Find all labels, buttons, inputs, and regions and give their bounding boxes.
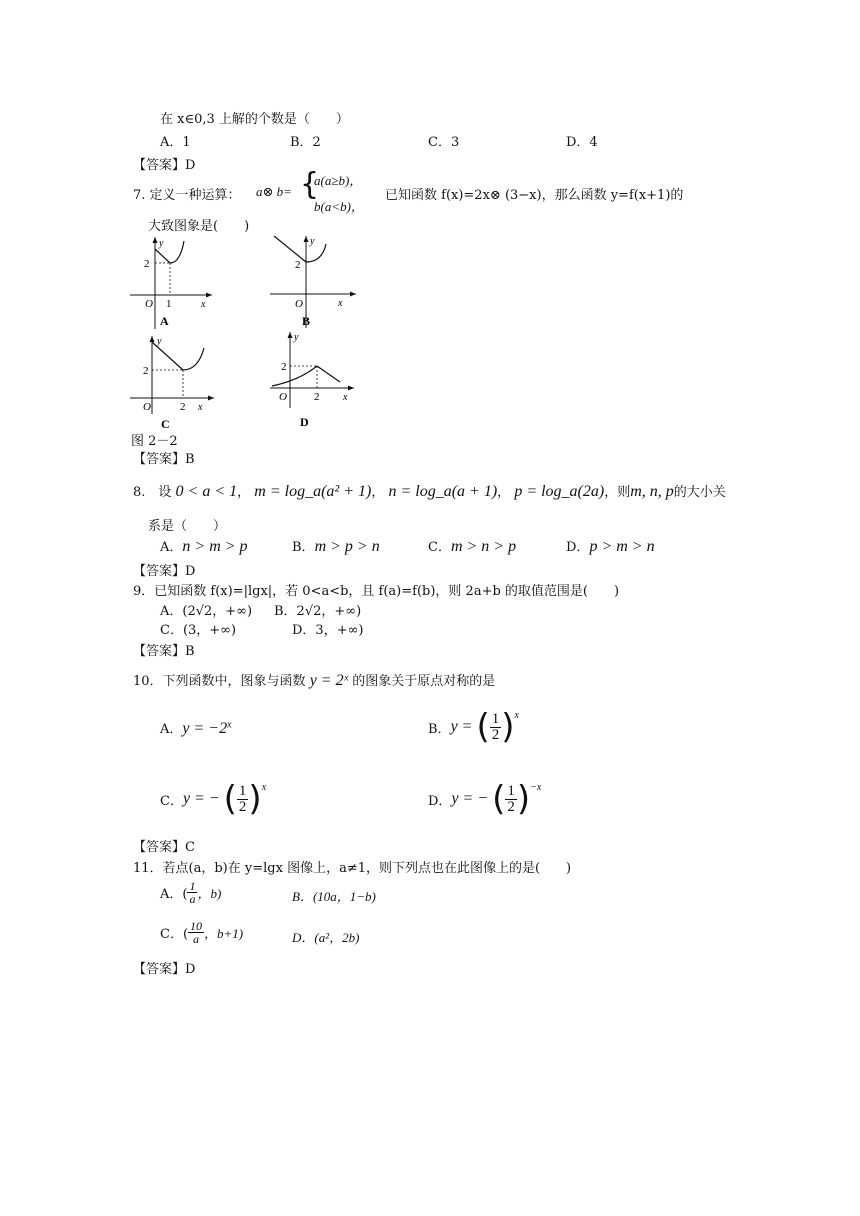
q9-option-c: C．(3，+∞) <box>160 623 237 638</box>
q7-brace: { <box>300 167 320 202</box>
q6-option-b: B．2 <box>290 135 321 150</box>
q7-stem: 已知函数 f(x)=2x⊗ (3−x)，那么函数 y=f(x+1)的 <box>385 188 684 203</box>
graph-c-xtick: 2 <box>180 401 186 413</box>
graph-c-origin: O <box>143 401 151 413</box>
q8-p-def: p = log_a(2a) <box>514 483 605 500</box>
q9-option-a: A．(2√2，+∞) <box>160 604 253 619</box>
graph-d <box>266 330 361 430</box>
graph-d-ylabel: y <box>294 332 299 343</box>
graph-c-label: C <box>161 417 170 431</box>
q10-option-b: B． y = ( $\frac{1}{2}$ ) $^x$ <box>428 707 519 747</box>
q8-answer: 【答案】D <box>133 564 196 579</box>
q8-suffix2: 的大小关 <box>673 485 726 500</box>
q9-option-b: B．2√2，+∞) <box>274 604 362 619</box>
q8-option-a: A．n > m > p <box>160 538 248 555</box>
q11-option-d: D．(a²，2b) <box>292 930 360 945</box>
graph-a-xlabel: x <box>201 299 206 310</box>
q7-case2: b(a<b)， <box>314 199 364 214</box>
q10-stem: 10．下列函数中，图象与函数 y = 2ˣ 的图象关于原点对称的是 <box>133 672 496 689</box>
graph-b-ytick: 2 <box>295 259 301 271</box>
q7-answer: 【答案】B <box>133 452 195 467</box>
q7-number: 7. 定义一种运算： <box>133 188 241 203</box>
q6-option-a: A．1 <box>160 135 191 150</box>
figure-caption: 图 2－2 <box>131 434 178 449</box>
graph-d-xlabel: x <box>343 392 348 403</box>
q8-option-d: D．p > m > n <box>566 538 655 555</box>
q6-answer: 【答案】D <box>133 158 196 173</box>
q8-vars: m, n, p <box>630 483 674 500</box>
q6-option-c: C．3 <box>428 135 460 150</box>
graph-c-xlabel: x <box>198 402 203 413</box>
q10-option-c: C． y = − ( $\frac{1}{2}$ ) $^x$ <box>160 779 267 819</box>
graph-a-xtick: 1 <box>166 298 172 310</box>
q8-option-b: B．m > p > n <box>292 538 380 555</box>
graph-b-xlabel: x <box>338 298 343 309</box>
q8-m-def: m = log_a(a² + 1) <box>254 483 372 500</box>
q7-stem-line2: 大致图象是( ) <box>148 219 250 234</box>
q11-stem: 11．若点(a，b)在 y=lgx 图像上，a≠1，则下列点也在此图像上的是( ) <box>133 861 572 876</box>
graph-d-origin: O <box>279 391 287 403</box>
q7-op-lhs: a⊗ b= <box>256 184 292 199</box>
graph-a <box>126 233 216 333</box>
graph-b-origin: O <box>295 298 303 310</box>
q10-answer: 【答案】C <box>133 840 195 855</box>
q8-suffix1: ，则 <box>604 485 631 500</box>
q9-option-d: D．3，+∞) <box>292 623 364 638</box>
graph-c <box>126 334 221 432</box>
graph-a-ylabel: y <box>159 238 164 249</box>
graph-d-label: D <box>300 415 309 429</box>
q9-answer: 【答案】B <box>133 644 195 659</box>
q11-option-a: A．( $\frac{1}{a}$ ，b) <box>160 879 222 906</box>
q10-option-a: A．$y = -2^x$ <box>160 719 232 737</box>
graph-d-xtick: 2 <box>314 391 320 403</box>
q8-stem: 8. 设 0 < a < 1， m = log_a(a² + 1)， n = log_a(a + 1)， p = log_a(2a)，则m, n, p的大小关 <box>133 483 726 500</box>
q8-condition: 0 < a < 1 <box>175 483 238 500</box>
q6-stem: 在 x∈0,3 上解的个数是（ ） <box>160 112 349 127</box>
q8-prefix: 8. 设 <box>133 485 172 500</box>
q11-answer: 【答案】D <box>133 962 196 977</box>
graph-a-label: A <box>160 314 169 328</box>
graph-d-ytick: 2 <box>281 361 287 373</box>
q10-option-d: D． y = − ( $\frac{1}{2}$ ) $^{-x}$ <box>428 779 542 819</box>
q10-expr: y = 2ˣ <box>309 672 349 689</box>
graph-b-label: B <box>302 314 311 328</box>
graph-a-origin: O <box>145 298 153 310</box>
q7-case1: a(a≥b)， <box>314 173 363 188</box>
graph-a-ytick: 2 <box>144 258 150 270</box>
q8-stem-line2: 系是（ ） <box>148 519 227 534</box>
q8-n-def: n = log_a(a + 1) <box>388 483 498 500</box>
q9-stem: 9．已知函数 f(x)=|lgx|，若 0<a<b，且 f(a)=f(b)，则 2a+b 的取值范围是( ) <box>133 584 620 599</box>
graph-b-ylabel: y <box>310 236 315 247</box>
q6-option-d: D．4 <box>566 135 598 150</box>
q11-option-b: B．(10a，1−b) <box>292 889 376 904</box>
q11-option-c: C．( $\frac{10}{a}$ ，b+1) <box>160 919 244 946</box>
graph-c-ytick: 2 <box>143 365 149 377</box>
q8-option-c: C．m > n > p <box>428 538 517 555</box>
graph-b <box>266 232 361 332</box>
graph-c-ylabel: y <box>157 336 162 347</box>
